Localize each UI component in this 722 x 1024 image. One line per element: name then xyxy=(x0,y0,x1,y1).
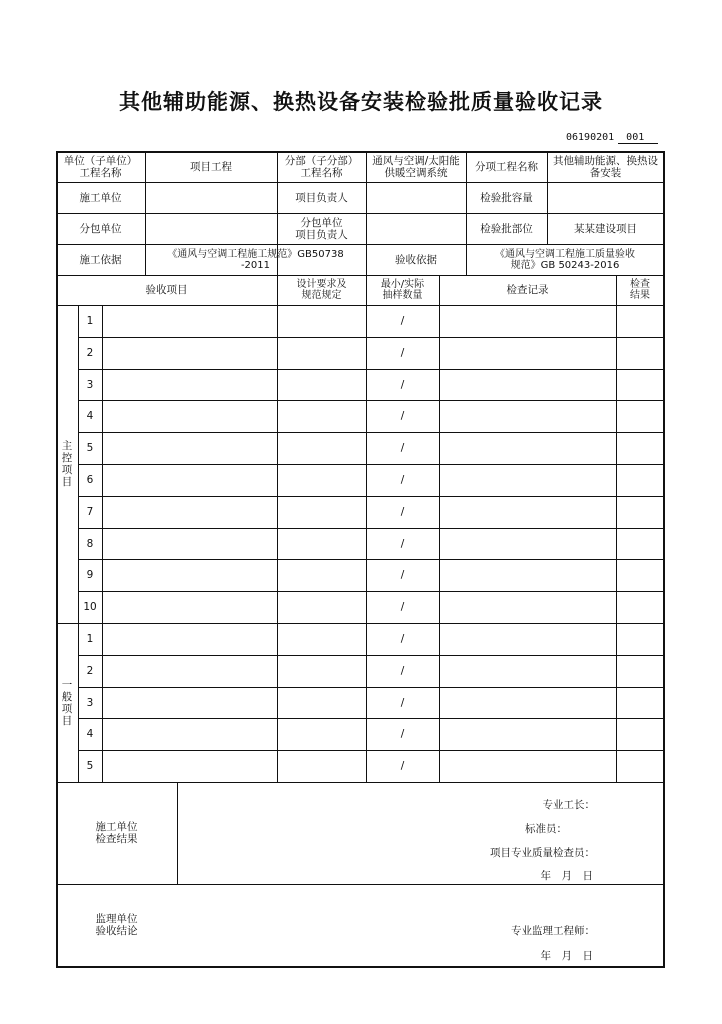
sampling-slash: / xyxy=(400,315,405,327)
column-sampling: 最小/实际 抽样数量 xyxy=(380,279,425,301)
column-result: 检查 结果 xyxy=(630,279,650,301)
row-number: 4 xyxy=(86,728,94,740)
foreman-label: 专业工长： xyxy=(542,799,595,811)
basis-value: 《通风与空调工程施工规范》GB50738 -2011 xyxy=(167,248,344,271)
basis-label: 施工依据 xyxy=(79,253,122,266)
sampling-slash: / xyxy=(400,633,405,645)
qc-inspector-label: 项目专业质量检查员： xyxy=(490,847,595,859)
sampling-slash: / xyxy=(400,347,405,359)
row-number: 3 xyxy=(86,379,94,391)
project-manager-label: 项目负责人 xyxy=(295,191,348,204)
unit-project-value: 项目工程 xyxy=(190,160,232,173)
sampling-slash: / xyxy=(400,379,405,391)
standard-officer-label: 标准员： xyxy=(525,823,567,835)
general-char: 般 xyxy=(61,690,73,703)
row-number: 10 xyxy=(83,601,97,613)
acceptance-basis-value: 《通风与空调工程施工质量验收 规范》GB 50243-2016 xyxy=(495,248,635,271)
row-number: 2 xyxy=(86,665,94,677)
unit-project-label: 单位（子单位） 工程名称 xyxy=(63,154,138,179)
sampling-slash: / xyxy=(400,474,405,486)
column-requirement: 设计要求及 规范规定 xyxy=(296,279,347,301)
general-label xyxy=(56,623,78,782)
sampling-slash: / xyxy=(400,538,405,550)
construction-check-label: 施工单位 检查结果 xyxy=(95,821,138,845)
subcontract-manager-label: 分包单位 项目负责人 xyxy=(295,216,348,241)
main-control-char: 主 xyxy=(61,440,73,452)
acceptance-basis-label: 验收依据 xyxy=(395,253,437,266)
subcontract-unit-label: 分包单位 xyxy=(79,222,122,235)
subcontract-unit-value xyxy=(145,213,277,244)
subitem-label: 分项工程名称 xyxy=(475,160,538,173)
general-char: 项 xyxy=(61,702,73,715)
row-number: 4 xyxy=(86,410,94,422)
row-number: 1 xyxy=(86,315,94,327)
row-number: 3 xyxy=(86,697,94,709)
row-number: 5 xyxy=(86,442,94,454)
sampling-slash: / xyxy=(400,569,405,581)
row-number: 8 xyxy=(86,538,94,550)
sampling-slash: / xyxy=(400,410,405,422)
page-title: 其他辅助能源、换热设备安装检验批质量验收记录 xyxy=(119,90,603,114)
sampling-slash: / xyxy=(400,760,405,772)
subcontract-manager-value xyxy=(366,213,466,244)
subitem-value: 其他辅助能源、换热设 备安装 xyxy=(553,154,658,179)
main-control-label xyxy=(56,305,78,623)
record-table xyxy=(56,151,665,967)
record-code xyxy=(566,132,658,144)
code-number: 001 xyxy=(618,132,658,144)
code-prefix: 06190201 xyxy=(566,132,615,143)
main-control-char: 目 xyxy=(61,476,73,488)
main-control-char: 控 xyxy=(61,452,73,464)
row-number: 2 xyxy=(86,347,94,359)
sampling-slash: / xyxy=(400,442,405,454)
supervision-label: 监理单位 验收结论 xyxy=(95,913,138,937)
division-value: 通风与空调/太阳能 供暖空调系统 xyxy=(372,154,460,179)
column-record: 检查记录 xyxy=(506,284,549,296)
row-number: 7 xyxy=(86,506,94,518)
general-char: 一 xyxy=(61,678,73,691)
main-control-char: 项 xyxy=(61,464,73,476)
row-number: 9 xyxy=(86,569,94,581)
supervision-date: 年 月 日 xyxy=(540,950,593,962)
construction-date: 年 月 日 xyxy=(540,870,593,882)
project-manager-value xyxy=(366,182,466,213)
row-number: 6 xyxy=(86,474,94,486)
capacity-value xyxy=(547,182,664,213)
construction-unit-label: 施工单位 xyxy=(79,191,122,204)
row-number: 5 xyxy=(86,760,94,772)
sampling-slash: / xyxy=(400,601,405,613)
supervision-engineer-label: 专业监理工程师： xyxy=(511,925,595,937)
sampling-slash: / xyxy=(400,728,405,740)
division-label: 分部（子分部） 工程名称 xyxy=(284,154,359,179)
sampling-slash: / xyxy=(400,697,405,709)
location-label: 检验批部位 xyxy=(480,222,533,235)
sampling-slash: / xyxy=(400,506,405,518)
general-char: 目 xyxy=(61,714,73,727)
row-number: 1 xyxy=(86,633,94,645)
sampling-slash: / xyxy=(400,665,405,677)
capacity-label: 检验批容量 xyxy=(480,191,533,204)
construction-unit-value xyxy=(145,182,277,213)
location-value: 某某建设项目 xyxy=(574,222,637,235)
column-item: 验收项目 xyxy=(145,284,188,296)
